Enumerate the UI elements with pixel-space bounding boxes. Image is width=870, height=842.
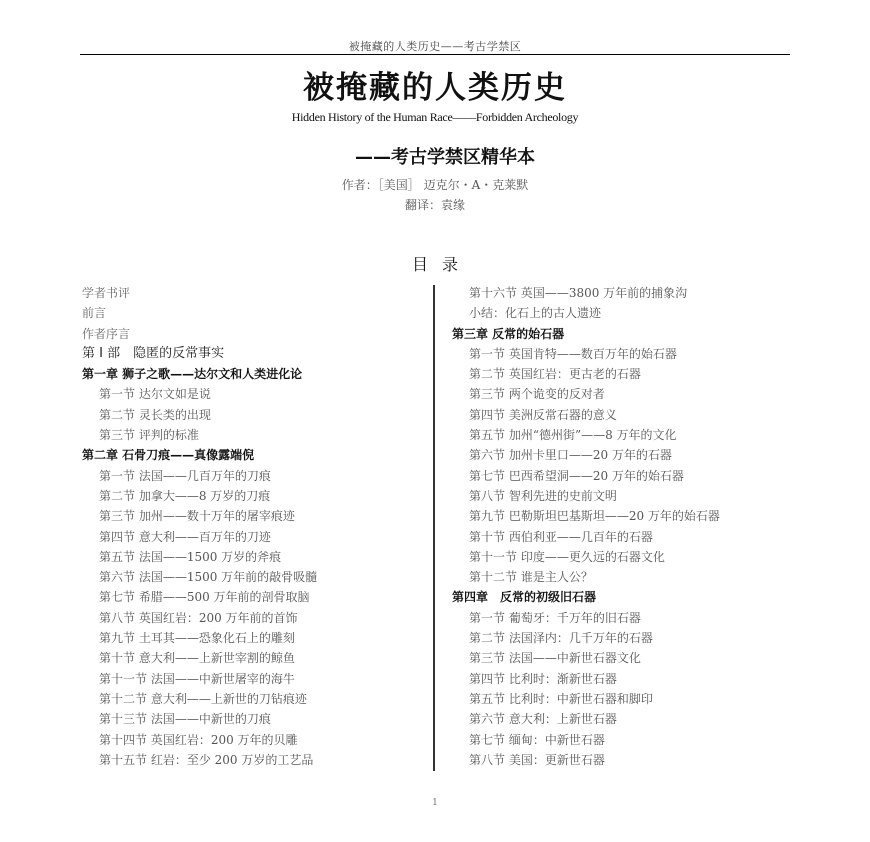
toc-section-entry[interactable]: 第九节 巴勒斯坦巴基斯坦——20 万年的始石器: [469, 509, 720, 524]
toc-section-entry[interactable]: 第四节 意大利——百万年的刀迹: [99, 529, 271, 544]
toc-section-entry[interactable]: 第十一节 印度——更久远的石器文化: [469, 549, 665, 564]
page-number: 1: [432, 798, 438, 808]
translator-line: 翻译：袁缘: [404, 198, 465, 212]
toc-chapter-entry[interactable]: 第二章 石骨刀痕——真像露端倪: [82, 448, 255, 463]
toc-chapter-entry[interactable]: 第一章 狮子之歌——达尔文和人类进化论: [82, 367, 303, 382]
author-line: 作者：［美国］ 迈克尔・A・克莱默: [341, 178, 529, 192]
toc-section-entry[interactable]: 第十节 意大利——上新世宰割的鲸鱼: [99, 651, 295, 666]
toc-chapter-entry[interactable]: 第三章 反常的始石器: [452, 326, 565, 341]
book-subtitle: ——考古学禁区精华本: [355, 147, 535, 168]
toc-section-entry[interactable]: 第八节 美国：更新世石器: [469, 752, 605, 767]
toc-front-entry[interactable]: 学者书评: [82, 286, 131, 300]
toc-section-entry[interactable]: 第四节 比利时：渐新世石器: [469, 671, 617, 686]
toc-section-entry[interactable]: 第五节 加州“德州街”——8 万年的文化: [469, 428, 677, 443]
toc-part-entry[interactable]: 第 I 部 隐匿的反常事实: [82, 345, 225, 361]
toc-section-entry[interactable]: 第一节 英国肯特——数百万年的始石器: [469, 346, 677, 361]
toc-section-entry[interactable]: 第十三节 法国——中新世的刀痕: [99, 712, 271, 727]
toc-section-entry[interactable]: 第二节 法国泽内：几千万年的石器: [469, 631, 653, 646]
toc-section-entry[interactable]: 第十六节 英国——3800 万年前的捕象沟: [469, 286, 688, 300]
toc-section-entry[interactable]: 第二节 灵长类的出现: [99, 407, 211, 422]
toc-left-column: [82, 283, 422, 770]
toc-section-entry[interactable]: 第六节 法国——1500 万年前的敲骨吸髓: [99, 570, 318, 585]
toc-section-entry[interactable]: 第十二节 意大利——上新世的刀钻痕迹: [99, 691, 307, 706]
toc-section-entry[interactable]: 第十五节 红岩：至少 200 万岁的工艺品: [99, 752, 314, 767]
toc-front-entry[interactable]: 前言: [82, 306, 107, 321]
toc-heading: 目录: [411, 255, 472, 274]
toc-section-entry[interactable]: 第三节 两个诡变的反对者: [469, 387, 605, 402]
english-title: Hidden History of the Human Race——Forbidden Archeology: [291, 110, 579, 124]
toc-section-entry[interactable]: 第五节 比利时：中新世石器和脚印: [469, 691, 653, 706]
toc-section-entry[interactable]: 第一节 葡萄牙：千万年的旧石器: [469, 610, 641, 625]
toc-section-entry[interactable]: 第八节 智利先进的史前文明: [469, 488, 617, 503]
toc-section-entry[interactable]: 第七节 希腊——500 万年前的剖骨取脑: [99, 590, 310, 605]
toc-section-entry[interactable]: 第二节 加拿大——8 万岁的刀痕: [99, 488, 271, 503]
toc-section-entry[interactable]: 第十节 西伯利亚——几百年的石器: [469, 529, 653, 544]
toc-section-entry[interactable]: 第九节 土耳其——恐象化石上的雕刻: [99, 631, 295, 646]
toc-section-entry[interactable]: 第二节 英国红岩：更古老的石器: [469, 367, 641, 382]
toc-section-entry[interactable]: 第十一节 法国——中新世屠宰的海牛: [99, 671, 295, 686]
running-header: 被掩藏的人类历史——考古学禁区: [348, 40, 522, 53]
toc-right-column: [452, 283, 812, 770]
toc-section-entry[interactable]: 第四节 美洲反常石器的意义: [469, 407, 617, 422]
toc-section-entry[interactable]: 第一节 达尔文如是说: [99, 387, 211, 402]
toc-section-entry[interactable]: 第五节 法国——1500 万岁的斧痕: [99, 549, 282, 564]
toc-section-entry[interactable]: 第十四节 英国红岩：200 万年的贝雕: [99, 732, 298, 747]
toc-section-entry[interactable]: 第三节 评判的标准: [99, 428, 199, 443]
toc-section-entry[interactable]: 第六节 加州卡里口——20 万年的石器: [469, 448, 672, 463]
header-rule: [80, 54, 790, 55]
toc-chapter-entry[interactable]: 第四章 反常的初级旧石器: [452, 590, 597, 605]
toc-section-entry[interactable]: 第七节 巴西希望洞——20 万年的始石器: [469, 468, 684, 483]
toc-section-entry[interactable]: 小结：化石上的古人遗迹: [469, 306, 602, 321]
toc-section-entry[interactable]: 第六节 意大利：上新世石器: [469, 712, 617, 727]
column-divider: [433, 285, 435, 771]
toc-front-entry[interactable]: 作者序言: [82, 326, 131, 341]
toc-section-entry[interactable]: 第八节 英国红岩：200 万年前的首饰: [99, 610, 298, 625]
toc-section-entry[interactable]: 第三节 法国——中新世石器文化: [469, 651, 641, 666]
toc-section-entry[interactable]: 第三节 加州——数十万年的屠宰痕迹: [99, 509, 295, 524]
toc-section-entry[interactable]: 第一节 法国——几百万年的刀痕: [99, 468, 271, 483]
toc-section-entry[interactable]: 第七节 缅甸：中新世石器: [469, 732, 605, 747]
toc-section-entry[interactable]: 第十二节 谁是主人公？: [469, 570, 593, 585]
book-title: 被掩藏的人类历史: [303, 70, 567, 106]
